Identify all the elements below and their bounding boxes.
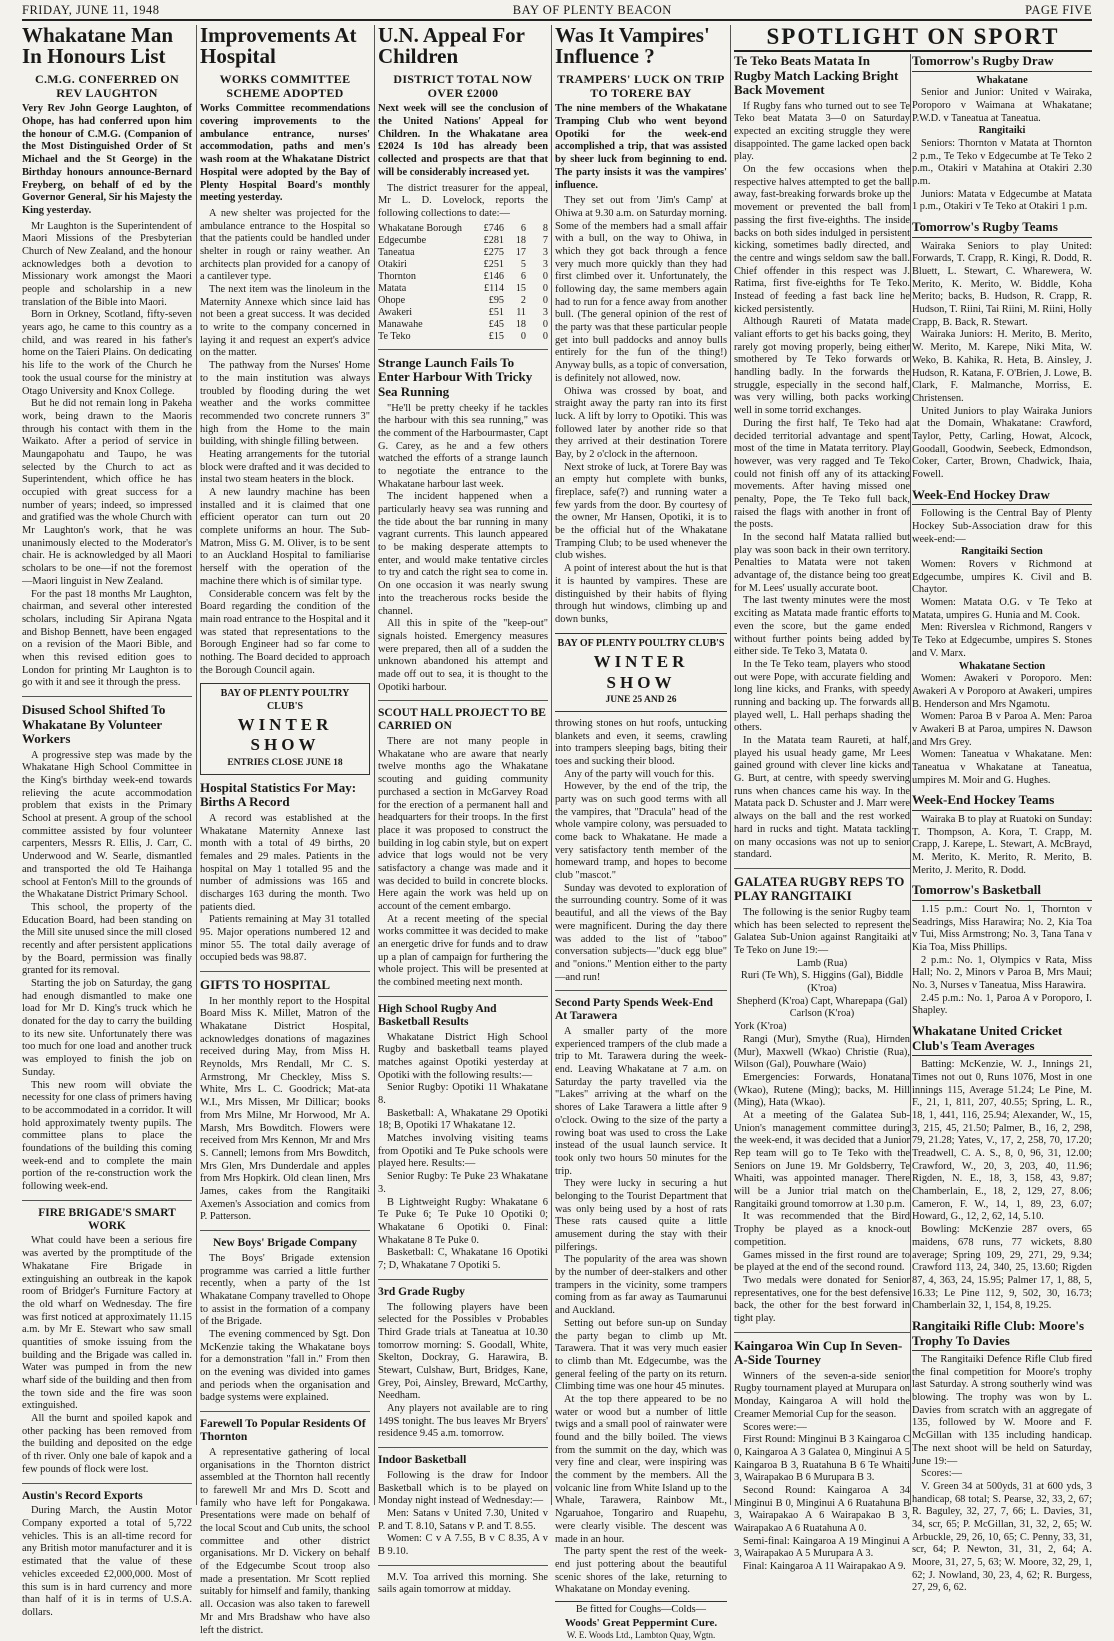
collection-place: Manawahe [378, 318, 423, 330]
paragraph: The incident happened when a particularly heavy sea was running and the tide about the bar running in many vagrant currents. This launch appeared to be making desperate attempts to enter, and would make tentative circles to try and catch the right sea to come in. On one occasion it was nearly swung into the treacherous rocks beside the channel. [378, 491, 548, 617]
issue-date: FRIDAY, JUNE 11, 1948 [22, 3, 160, 17]
column-1 [22, 23, 192, 1618]
paragraph: Games missed in the first round are to be played at the end of the second round. [734, 1249, 910, 1274]
collection-amount: 17 [515, 246, 526, 258]
paragraph: The Boys' Brigade extension programme was carried a little further recently, when a party of the 1st Whakatane Company travelled to Ohope to assist in the formation of a company of the Brigade. [200, 1252, 370, 1328]
paragraph: Batting: McKenzie, W. J., Innings 21, Times not out 0, Runs 1076, Most in one innings 115, Average 51.24; Le Pine, M. F., 21, 1, 811, 207, 40.55; Spring, L. R., 18, 1, 441, 116, 25.94; Alexander, W., 15, 3, 215, 45, 21.50; Palmer, B., 16, 2, 298, 79, 21.28; Yates, V., 17, 2, 258, 70, 17.20; Treadwell, C. A. S., 8, 0, 96, 31, 12.00; Crawford, W., 20, 3, 203, 40, 11.96; Rigden, N. E., 18, 3, 158, 43, 9.87; Chamberlain, E., 18, 2, 129, 27, 8.06; Cameron, F. W., 14, 1, 89, 23, 6.07; Howard, G., 12, 2, 62, 14, 5.10. [912, 1059, 1092, 1223]
paragraph: Born in Orkney, Scotland, fifty-seven years ago, he came to this country as a child, and was reared in his father's home on the Taieri Plains. On dedicating his life to the work of the Church he took the usual course for the ministry at Otago University and Knox College. [22, 309, 192, 397]
paragraph: United Juniors to play Wairaka Juniors at the Domain, Whakatane: Crawford, Taylor, Petty, Carling, Howat, Alcock, Goodall, Goodwin, Seebeck, Edmondson, Coker, Carter, Brown, Chadwick, Ihaia, Fowell. [912, 405, 1092, 481]
headline: Whakatane Man In Honours List [22, 23, 174, 69]
paragraph: Senior Rugby: Opotiki 11 Whakatane 8. [378, 1082, 548, 1107]
headline: New Boys' Brigade Company [212, 1237, 358, 1250]
paragraph: V. Green 34 at 500yds, 31 at 600 yds, 3 handicap, 68 total; S. Pearse, 32, 33, 2, 67; R. Baguley, 32, 27, 7, 66; L. Davies, 31, 34, scr, 65; P. McGillan, 31, 32, 2, 65; W. Arbuckle, 29, 26, 10, 65; C. Penny, 33, 31, scr, 64; P. Newton, 31, 31, 2, 64; A. Moore, 31, 27, 5, 63; W. Moore, 32, 29, 1, 62; J. Nowland, 30, 23, 4, 62; R. Burgess, 27, 29, 6, 62. [912, 1480, 1092, 1594]
ad-line: BAY OF PLENTY POULTRY CLUB'S [557, 637, 725, 649]
paragraph: For the past 18 months Mr Laughton, chairman, and several other interested scholars, including Sir Apirana Ngata and Bishop Bennett, have been engaged on a revision of the Maori Bible, and when this revised edition goes to London for printing Mr Laughton is to go with it and see it through the press. [22, 588, 192, 689]
headline: Disused School Shifted To Whakatane By Volunteer Workers [22, 702, 166, 747]
ad-line: BAY OF PLENTY POULTRY CLUB'S [220, 688, 350, 712]
section-label: Rangitaiki [978, 125, 1026, 137]
poultry-show-ad [200, 683, 370, 774]
paragraph: 2 p.m.: No. 1, Olympics v Rata, Miss Hall; No. 2, Minors v Paroa B, Mrs Maui; No. 3, Nurses v Taneatua, Miss Harawira. [912, 954, 1092, 992]
collection-amount: £146 [483, 270, 504, 282]
paragraph: The Rangitaiki Defence Rifle Club fired the final competition for Moore's trophy last Saturday. A strong southerly wind was blowing. The trophy was won by L. Davies from scratch with an aggregate of 135, followed by W. Moore and F. McGillan with 135 including handicap. The next shoot will be held on Saturday, June 19:— [912, 1354, 1092, 1467]
divider [22, 696, 192, 697]
collection-amount: 6 [520, 270, 526, 282]
paragraph: All this in spite of the "keep-out" signals hoisted. Emergency measures were prepared, then all of a sudden the unknown abandoned his attempt and made off out to sea, it is thought to the Opotiki harbour. [378, 618, 548, 693]
collection-row [378, 307, 548, 319]
paragraph: It was recommended that the Bird Trophy be played as a knock-out competition. [734, 1211, 910, 1248]
paragraph: Men: Riverslea v Richmond, Rangers v Te Teko at Edgecumbe, umpires S. Stones and V. Marx. [912, 622, 1092, 659]
headline: 3rd Grade Rugby [378, 1285, 465, 1298]
paragraph: Final: Kaingaroa A 11 Wairapakao A 9. [743, 1561, 906, 1573]
collection-amount: £45 [488, 318, 504, 330]
paragraph: Senior Rugby: Te Puke 23 Whakatane 3. [378, 1171, 548, 1195]
collection-amount: 0 [542, 282, 548, 294]
collection-row [378, 319, 548, 331]
paragraph: Ohiwa was crossed by boat, and straight away the party ran into its first luck. A lift by lorry to Opotiki. This was followed later by another ride so that they arrived at their destination Torere Bay, by 2 o'clock in the afternoon. [555, 385, 727, 460]
paragraph: First Round: Minginui B 3 Kaingaroa C 0, Kaingaroa A 3 Galatea 0, Minginui A 5 Kaingaroa B 3, Ruatahuna B 6 Te Whaiti 3, Wairapakao B 6 Murupara B 3. [734, 1434, 910, 1484]
paragraph: The following players have been selected for the Possibles v Probables Third Grade trials at Taneatua at 10.30 tomorrow morning: S. Goodall, White, Skelton, Dockray, G. Harawira, B. Stewart, Culshaw, Burt, Bridges, Kane, Grey, Poi, Ainsley, Breward, McCarthy, Needham. [378, 1301, 548, 1402]
headline: Rangitaiki Rifle Club: Moore's Trophy To Davies [912, 1319, 1092, 1351]
divider [378, 700, 548, 701]
collection-amount: 0 [520, 330, 526, 342]
collection-place: Taneatua [378, 246, 415, 258]
peppermint-cure-ad [555, 1601, 727, 1641]
collection-amount: £281 [483, 234, 504, 246]
team-line: Shepherd (K'roa) Capt, Wharepapa (Gal) [736, 995, 908, 1007]
collection-amount: £114 [484, 282, 504, 294]
collection-row [378, 295, 548, 307]
column-6 [912, 53, 1092, 1594]
collection-amount: £746 [483, 222, 504, 234]
headline: U.N. Appeal For Children [378, 23, 525, 69]
team-line: Carlson (K'roa) [789, 1008, 855, 1020]
paragraph: A point of interest about the hut is that it is haunted by vampires. These are distinguished by their habits of flying through hut windows, climbing up and down bunks, [555, 563, 727, 625]
paragraph: M.V. Toa arrived this morning. She sails again tomorrow at midday. [378, 1571, 548, 1596]
paragraph: Whakatane District High School Rugby and basketball teams played matches against Opotiki yesterday at Opotiki with the following results:— [378, 1031, 548, 1081]
headline: Indoor Basketball [378, 1454, 467, 1467]
subheadline: WORKS COMMITTEE SCHEME ADOPTED [219, 71, 351, 100]
collection-place: Awakeri [378, 306, 413, 318]
collection-amount: 0 [542, 318, 548, 330]
paragraph: Basketball: A, Whakatane 29 Opotiki 18; B, Opotiki 17 Whakatane 12. [378, 1107, 548, 1132]
paragraph: Following is the Central Bay of Plenty Hockey Sub-Association draw for this week-end:— [912, 508, 1092, 545]
collection-amount: 11 [516, 306, 526, 318]
collection-amount: 7 [542, 234, 548, 246]
paragraph: Women: Rovers v Richmond at Edgecumbe, umpires K. Civil and B. Chaytor. [912, 559, 1092, 596]
team-line: Lamb (Rua) [796, 957, 848, 969]
collection-row [378, 235, 548, 247]
collection-amount: £15 [488, 330, 504, 342]
collection-amount: 8 [542, 222, 548, 234]
collection-row [378, 223, 548, 235]
paragraph: Patients remaining at May 31 totalled 95. Major operations numbered 12 and minor 55. The total daily average of occupied beds was 98.87. [200, 914, 370, 964]
divider [200, 971, 370, 972]
headline: Farewell To Popular Residents Of Thornton [200, 1418, 366, 1444]
paragraph: Basketball: C, Whakatane 16 Opotiki 7; D, Whakatane 7 Opotiki 5. [378, 1247, 548, 1271]
headline: Tomorrow's Rugby Draw [912, 54, 1092, 72]
paragraph: Emergencies: Forwards, Honatana (Wkao), Rutene (Ming); backs, M. Hill (Ming), Hata (Wkao). [734, 1071, 910, 1109]
paragraph: In the Matata team Raureti, at half, played his usual heady game, Mr Lees gained ground with clever line kicks and G. Burt, at centre, with speedy swerving runs when chances came his way. In the Matata pack D. Schuster and J. Marr were always on the ball and the rest worked hard in rucks and tight. Matata tackling on many occasions was not up to senior standard. [734, 735, 910, 861]
paragraph: In her monthly report to the Hospital Board Miss K. Millet, Matron of the Whakatane District Hospital, acknowledges donations of magazines received during May, from Miss H. Reynolds, Mrs Rendall, Mr C. S. Armstrong, Mr Checkley, Miss S. White, Mrs L. C. Goodrick; Mat-ata W.I., Mrs Missen, Mr Dillicar; books from Mrs Milne, Mr Horwood, Mr A. Marsh, Mrs Bowditch. Flowers were received from Mrs Kennon, Mr and Mrs S. Cannell; lemons from Mrs Bowditch, Mrs Glen, Mrs Dunderdale and apples from Mrs Hopkirk. Old clean linen, Mrs James, cakes from the Rangitaiki Axemen's Association and comics from P. Patterson. [200, 995, 370, 1223]
article-intro: Works Committee recommendations covering improvements to the ambulance entrance, nurses' accommodation, paths and men's wash room at the Whakatane District Hospital were adopted by the Bay of Plenty Hospital Board's monthly meeting yesterday. [200, 103, 370, 204]
paragraph: This school, the property of the Education Board, had been standing on the Mill site unused since the mill closed recently and after persistent applications by the Board, permission was finally granted for its removal. [22, 901, 192, 977]
team-line: Ruri (Te Wh), S. Higgins (Gal), Biddle (K'roa) [740, 970, 904, 995]
headline: Week-End Hockey Teams [912, 793, 1092, 811]
divider [555, 990, 727, 991]
paragraph: Winners of the seven-a-side senior Rugby tournament played at Murupara on Monday, Kaingaroa A will hold the Creamer Memorial Cup for the season. [734, 1370, 910, 1420]
paragraph: At a meeting of the Galatea Sub-Union's management committee during the week-end, it was decided that a Junior Rep team will go to Te Teko with the Seniors on June 19. Mr Goldsberry, Te Whaiti, was appointed manager. There will be a Junior trial match on the Rangitaiki ground tomorrow at 1.30 p.m. [734, 1109, 910, 1210]
headline: Hospital Statistics For May: Births A Record [200, 779, 357, 810]
headline: Strange Launch Fails To Enter Harbour With Tricky Sea Running [378, 354, 533, 399]
paragraph: At a recent meeting of the special works committee it was decided to make an energetic drive for funds and to draw up a plan of campaign for furthering the whole project. This will be presented at the combined meeting next month. [378, 913, 548, 989]
paragraph: Semi-final: Kaingaroa A 19 Minginui A 3, Wairapakao A 5 Murupara A 3. [734, 1535, 910, 1560]
subheadline: DISTRICT TOTAL NOW OVER £2000 [393, 71, 533, 100]
collection-amount: 0 [542, 330, 548, 342]
paragraph: What could have been a serious fire was averted by the promptitude of the Whakatane Fire Brigade in extinguishing an outbreak in the kapok room of Bridger's Furniture Factory at the old wharf on Wednesday. The fire was first noticed at approximately 11.15 a.m. by Mr E. Stewart who saw small quantities of smoke issuing from the building and the Brigade was called in. Water was pumped in from the new wharf side of the building and then from the town side and the fire was soon extinguished. [22, 1235, 192, 1412]
divider [378, 1447, 548, 1448]
paragraph: A new laundry machine has been installed and it is claimed that one efficient operator can turn out 20 complete uniforms an hour. The Sub-Matron, Miss G. M. Oliver, is to be sent to an Auckland Hospital to familiarise herself with the operation of the machine there which is of similar type. [200, 487, 370, 587]
paragraph: Bowling: McKenzie 287 overs, 65 maidens, 678 runs, 77 wickets, 8.80 average; Spring 109, 29, 271, 29, 9.34; Crawford 113, 24, 340, 25, 13.60; Rigden 87, 4, 363, 24, 15.95; Palmer 17, 1, 88, 5, 16.33; Le Pine 112, 9, 502, 30, 16.73; Chamberlain 32, 1, 154, 8, 19.25. [912, 1224, 1092, 1312]
collections-table [378, 223, 548, 343]
headline: Second Party Spends Week-End At Tarawera [555, 997, 713, 1023]
paragraph: Heating arrangements for the tutorial block were drafted and it was decided to instal two steam heaters in the block. [200, 448, 370, 486]
headline: Te Teko Beats Matata In Rugby Match Lacking Bright Back Movement [734, 53, 899, 98]
paragraph: Women: C v A 7.55, B v C 8.35, A v B 9.10. [378, 1533, 548, 1558]
column-rule [730, 25, 731, 1505]
divider [22, 1200, 192, 1201]
ad-line: Be fitted for Coughs—Colds— [575, 1603, 707, 1615]
paragraph: Considerable concern was felt by the Board regarding the condition of the main road entrance to the Hospital and it was stated that representations to the Borough Engineer had so far come to nothing. The Board decided to approach the Borough Council again. [200, 588, 370, 676]
paragraph: Wairaka Juniors: H. Merito, B. Merito, W. Merito, M. Karepe, Niki Mita, W. Weko, B. Kahika, R. Heta, B. Ainsley, J. Hudson, R. Katana, F. O'Brien, J. Lowe, B. Clark, F. Malmanche, Morriss, E. Christensen. [912, 329, 1092, 404]
collection-row [378, 331, 548, 343]
collection-place: Otakiri [378, 258, 407, 270]
collection-place: Thornton [378, 270, 416, 282]
column-rule [551, 25, 552, 1505]
paragraph: Scores:— [921, 1468, 962, 1480]
paragraph: All the burnt and spoiled kapok and other packing has been removed from the building and deposited on the edge of th river. Only one bale of kapok and a few pounds of flock were lost. [22, 1413, 192, 1475]
headline: Improvements At Hospital [200, 23, 357, 69]
sports-section-title: SPOTLIGHT ON SPORT [734, 24, 1092, 52]
collection-amount: 2 [520, 294, 526, 306]
collection-amount: 3 [542, 258, 548, 270]
paragraph: Seniors: Thornton v Matata at Thornton 2 p.m., Te Teko v Edgecumbe at Te Teko 2 p.m., Otakiri v Matahina at Otakiri 2.30 p.m. [912, 137, 1092, 188]
headline: Tomorrow's Rugby Teams [912, 220, 1092, 238]
ad-line: W. E. Woods Ltd., Lambton Quay, Wgtn. [566, 1630, 716, 1641]
divider [378, 1565, 548, 1566]
collection-amount: 15 [515, 282, 526, 294]
column-rule [196, 25, 197, 1505]
paragraph: Rangi (Mur), Smythe (Rua), Hirnden (Mur), Maxwell (Wkao) Christie (Rua), Wilson (Gal), Pouwhare (Waio) [734, 1033, 910, 1071]
paragraph: The pathway from the Nurses' Home to the main institution was always troubled by flooding during the wet weather and the works committee recommended two concrete runners 3" high from the Home to the main building, with shingle filling between. [200, 360, 370, 448]
headline: High School Rugby And Basketball Results [378, 1002, 497, 1028]
paragraph: The last twenty minutes were the most exciting as Matata made frantic efforts to even the score, but the game ended without further points being added by either side. Te Teko 3, Matata 0. [734, 595, 910, 658]
paragraph: The party spent the rest of the week-end just pottering about the beautiful scenic shores of the lake, returning to Whakatane on Monday evening. [555, 1546, 727, 1596]
collection-row [378, 283, 548, 295]
paragraph: A progressive step was made by the Whakatane High School Committee in the King's birthday week-end towards relieving the acute accommodation problem that exists in the Primary School at present. A group of the school committee assisted by four volunteer carpenters, Messrs R. Ellis, J. Carr, C. Underwood and W. Searle, dismantled and transported the old Te Haihanga school at Fenton's Mill to the grounds of the Whakatane District Primary School. [22, 749, 192, 901]
paragraph: On the few occasions when the respective halves attempted to get the ball away, fast-breaking forwards broke up the movement or prevented the ball from passing the first five-eighths. The inside backs on both sides indulged in persistent kicking, sometimes badly directed, and the centre and wings seldom saw the ball. Chief offender in this respect was J. Ratima, first five-eighths for Te Teko. Instead of feeding a fast back line he kicked persistently. [734, 164, 910, 315]
divider [200, 1230, 370, 1231]
paragraph: During March, the Austin Motor Company exported a total of 5,722 vehicles. This is an all-time record for any British motor manufacturer and it is estimated that the value of these vehicles exceeded £2,000,000. Most of this sum is in hard currency and more than half of it is in terms of U.S.A. dollars. [22, 1505, 192, 1618]
collection-place: Edgecumbe [378, 234, 427, 246]
paragraph: A smaller party of the more experienced trampers of the club made a trip to Mt. Tarawera during the week-end. Leaving Whakatane at 7 a.m. on Saturday the party travelled via the "Lakes" arriving at the wharf on the shores of Lake Tarawera a little after 9 o'clock. Owing to the size of the party a rowing boat was used to cross the Lake instead of the usual launch service. It took only two hours 50 minutes for the trip. [555, 1026, 727, 1177]
collection-amount: 18 [515, 234, 526, 246]
ad-title: Woods' Great Peppermint Cure. [564, 1616, 718, 1629]
headline: Was It Vampires' Influence ? [555, 23, 710, 69]
collection-row [378, 271, 548, 283]
masthead [22, 3, 1092, 21]
subheadline: C.M.G. CONFERRED ON REV LAUGHTON [34, 71, 180, 100]
ad-title: WINTER SHOW [237, 714, 333, 755]
paragraph: Matches involving visiting teams from Opotiki and Te Puke schools were played here. Results:— [378, 1133, 548, 1170]
paragraph: 1.15 p.m.: Court No. 1, Thornton v Seadrings, Miss Harawira; No. 2, Kia Toa v Tui, Miss Armstrong; No. 3, Tana Tana v Kia Toa, Miss Phillips. [912, 903, 1092, 953]
paragraph: In the Te Teko team, players who stood out were Pope, with accurate fielding and long line kicks, and Franks, with speedy running and backing up. The forwards all played well, L. Hall perhaps shading the others. [734, 658, 910, 734]
paragraph: Any of the party will vouch for this. [564, 768, 715, 780]
collection-amount: £251 [483, 258, 504, 270]
collection-amount: 0 [542, 294, 548, 306]
divider [734, 868, 910, 869]
article-intro: The nine members of the Whakatane Tramping Club who went beyond Opotiki for the week-end accomplished a trip, that was assisted by sheer luck from beginning to end. The party insists it was the vampires' influence. [555, 103, 727, 191]
column-2 [200, 23, 370, 1636]
paragraph: The following is the senior Rugby team which has been selected to represent the Galatea Sub-Union against Rangitaiki at Te Teko on June 19:— [734, 906, 910, 957]
paragraph: Women: Paroa B v Paroa A. Men: Paroa v Awakeri B at Paroa, umpires N. Dawson and Mrs Grey. [912, 711, 1092, 748]
collection-row [378, 247, 548, 259]
headline: Kaingaroa Win Cup In Seven-A-Side Tourney [734, 1337, 903, 1368]
headline: Tomorrow's Basketball [912, 883, 1092, 901]
divider [200, 1411, 370, 1412]
paragraph: Sunday was devoted to exploration of the surrounding country. Some of it was beautiful, and all the views of the Bay were magnificent. During the day there was added to the list of "taboo" conversation subjects—"duck egg blue" and "onions." Mention either to the party—and run! [555, 882, 727, 983]
collection-row [378, 259, 548, 271]
collection-amount: 6 [520, 222, 526, 234]
column-rule [910, 54, 911, 1505]
article-intro: Very Rev John George Laughton, of Ohope, has had conferred upon him the honour of C.M.G. (Companion of the Most Distinguished Order of St Michael and the St George) in the Birthday honours announce-Bernard Freyberg, on behalf of ed by the Governor General, Sir his Majesty the King yesterday. [22, 103, 192, 216]
paragraph: Although Raureti of Matata made valiant efforts to get his backs going, they rarely got moving properly, being either smothered by Te Teko forwards or handling badly. In the forwards the struggle, especially in the second half, was very willing, both packs working well in some torrid exchanges. [734, 316, 910, 417]
headline: GALATEA RUGBY REPS TO PLAY RANGITAIKI [734, 873, 905, 904]
headline: Whakatane United Cricket Club's Team Averages [912, 1024, 1092, 1056]
paper-name: BAY OF PLENTY BEACON [512, 3, 672, 17]
paragraph: If Rugby fans who turned out to see Te Teko beat Matata 3—0 on Saturday expected an exciting struggle they were disappointed. The game lacked open back play. [734, 100, 910, 163]
headline: Austin's Record Exports [22, 1489, 143, 1502]
collection-amount: £51 [488, 306, 504, 318]
paragraph: Following is the draw for Indoor Basketball which is to be played on Monday night instead of Wednesday:— [378, 1469, 548, 1507]
paragraph: Men: Satans v United 7.30, United v P. and T. 8.10, Satans v P. and T. 8.55. [378, 1508, 548, 1532]
poultry-show-ad [555, 633, 727, 712]
paragraph: The evening commenced by Sgt. Don McKenzie taking the Whakatane boys for a demonstration "fall in." From then on the evening was divided into games and periods when the organisation and badge systems were explained. [200, 1329, 370, 1404]
collection-amount: £275 [483, 246, 504, 258]
column-3 [378, 23, 548, 1596]
paragraph: throwing stones on hut roofs, untucking blankets and even, it seems, crawling into trampers sleeping bags, biting their toes and sucking their blood. [555, 717, 727, 767]
collection-amount: 0 [542, 270, 548, 282]
paragraph: The next item was the linoleum in the Maternity Annexe which since laid has not been a great success. It was decided to write to the company concerned in laying it and request an expert's advice on the matter. [200, 284, 370, 359]
paragraph: 2.45 p.m.: No. 1, Paroa A v Poroporo, I. Shapley. [912, 992, 1092, 1017]
paragraph: During the first half, Te Teko had a decided territorial advantage and spent most of the time in Matata territory. Play however, was very ragged and Te Teko could not finish off any of its attacking movements. After having missed one penalty, Pope, the Te Teko full back, raised the flags with another in front of the posts. [734, 417, 910, 531]
collection-amount: 3 [542, 306, 548, 318]
paragraph: Next stroke of luck, at Torere Bay was an empty hut complete with bunks, fireplace, safe(?) and running water a few yards from the door. By courtesy of the owner, Mr Hansen, Opotiki, it is to be the official hut of the Whakatane Tramping Club; to be used whenever the club wishes. [555, 461, 727, 562]
divider [378, 996, 548, 997]
team-line: York (K'roa) [734, 1021, 787, 1033]
paragraph: The district treasurer for the appeal, Mr L. D. Lovelock, reports the following collections to date:— [378, 182, 548, 219]
page-number: PAGE FIVE [1025, 3, 1092, 17]
headline: Week-End Hockey Draw [912, 488, 1092, 506]
paragraph: Setting out before sun-up on Sunday the party began to climb up Mt. Tarawera. That it was very much easier to climb than Mt. Edgecumbe, was the general feeling of the party on its return. Climbing time was one hour 45 minutes. [555, 1317, 727, 1393]
column-4 [555, 23, 727, 1641]
paragraph: Women: Taneatua v Whakatane. Men: Taneatua v Whakatane at Taneatua, umpires M. Moir and G. Hughes. [912, 749, 1092, 786]
paragraph: A representative gathering of local organisations in the Thornton district assembled at the Thornton hall recently to farewell Mr and Mrs D. Scott and family who have left for Pongakawa. Presentations were made on behalf of the local Scout and Cub units, the school committee and other district organisations. Mr D. Vickery on behalf of the Edgecumbe Scout troop also made a presentation. Mr Scott replied suitably for himself and family, thanking all. Occasion was also taken to farewell Mr and Mrs Bradshaw who have also left the district. [200, 1446, 370, 1636]
headline: GIFTS TO HOSPITAL [200, 977, 331, 993]
paragraph: They set out from 'Jim's Camp' at Ohiwa at 9.30 a.m. on Saturday morning. Some of the members had a small affair with a bull, on the way to Ohiwa, in which they got back through a fence very much more quickly than they had first climbed over it. Unfortunately, the following day, the same members again had to run for a fence away from another bull. (The general opinion of the rest of the party was that these particular people get into bull paddocks and annoy bulls entirely for the fun of the thing!) Anyway bulls, as a topic of conversation, is definitely not allowed, now. [555, 195, 727, 384]
paragraph: Starting the job on Saturday, the gang had enough dismantled to make one load for Mr D. King's truck which he donated for the day to carry the building to its new site. Unfortunately there was too much for one load and another truck was employed to finish the job on Sunday. [22, 978, 192, 1078]
paragraph: A record was established at the Whakatane Maternity Annexe last month with a total of 49 births, 20 females and 29 males. Patients in the hospital on May 1 totalled 95 and the number of admissions was 165 and discharges 163 during the month. Two patients died. [200, 812, 370, 913]
article-intro: Next week will see the conclusion of the United Nations' Appeal for Children. In the Whakatane area £2024 Is 10d has already been collected and prospects are that that will be considerably increased yet. [378, 103, 548, 178]
section-label: Whakatane [976, 74, 1028, 86]
paragraph: But he did not remain long in Pakeha work, being drawn to the Maoris through his contact with them in the Waikato. After a period of service in Maungapohatu and Taupo, he was selected by the Church to act as Superintendent, which office he has occupied with great success for a number of years; indeed, so impressed and gratified was the whole Church with Mr Laughton's work, that he was unanimously elected to the Moderator's chair. He is acknowledged by all Maori scholars to be one—if not the foremost—Maori linguist in New Zealand. [22, 398, 192, 587]
paragraph: The popularity of the area was shown by the number of deer-stalkers and other trampers in the vicinity, some trampers coming from as far away as Taumarunui and Auckland. [555, 1254, 727, 1317]
paragraph: A new shelter was projected for the ambulance entrance to the Hospital so that the patients could be handled under shelter in rough or rainy weather. An architects plan provided for a canopy of a cantilever type. [200, 207, 370, 283]
ad-line: JUNE 25 AND 26 [605, 695, 677, 706]
collection-place: Whakatane Borough [378, 222, 463, 234]
paragraph: They were lucky in securing a hut belonging to the Tourist Department that was only being used by a host of rats These rats caused quite a little amusement during the stay with their pilferings. [555, 1178, 727, 1253]
paragraph: Juniors: Matata v Edgecumbe at Matata 1 p.m., Otakiri v Te Teko at Otakiri 1 p.m. [912, 188, 1092, 213]
paragraph: However, by the end of the trip, the party was on such good terms with all the vampires, that "Dracula" head of the whole vampire colony, was persuaded to come back to Whakatane. He made a very satisfactory tenth member of the homeward tramp, and hopes to become club "mascot." [555, 781, 727, 882]
headline: FIRE BRIGADE'S SMART WORK [38, 1206, 176, 1232]
paragraph: In the second half Matata rallied but play was soon back in their own territory. Penalties to Matata were not taken advantage of, the distance being too great for M. Lees' usually accurate boot. [734, 532, 910, 594]
paragraph: Women: Awakeri v Poroporo. Men: Awakeri A v Poroporo at Awakeri, umpires B. Henderson and Mrs Ngamotu. [912, 673, 1092, 710]
paragraph: Scores were:— [743, 1421, 807, 1433]
divider [378, 349, 548, 350]
headline: SCOUT HALL PROJECT TO BE CARRIED ON [378, 707, 546, 733]
paragraph: Second Round: Kaingaroa A 34 Minginui B 0, Minginui A 6 Ruatahuna B 3, Wairapakao A 6 Wairapakao B 3, Wairapakao A 6 Ruatahuna A 0. [734, 1484, 910, 1535]
paragraph: At the top there appeared to be no water or wood but a number of little twigs and a small pool of rainwater were found and the billy boiled. The views from the summit on the day, which was very fine and clear, were inspiring was the comment by the members. All the volcanic line from White Island up to the Whale, Tarawera, Rainbow Mt., Ngaruahoe, Tongariro and Ruapehu, were clearly visible. The descent was made in an hour. [555, 1393, 727, 1545]
paragraph: There are not many people in Whakatane who are aware that nearly twelve months ago the Whakatane scouting and guiding community purchased a section in McGarvey Road for the erection of a permanent hall and headquarters for their troops. In the first place it was proposed to construct the building in log cabin style, but on expert advice that logs would not be very satisfactory a change was made and it was decided to build in concrete blocks. Here again the work was held up on account of the cement embargo. [378, 736, 548, 913]
collection-amount: 18 [515, 318, 526, 330]
column-5 [734, 53, 910, 1573]
paragraph: Wairaka Seniors to play United: Forwards, T. Crapp, R. Kingi, R. Dodd, R. Bluett, L. Stewart, C. Wharewera, W. Merito, K. Merito, W. Biddle, Koha Merito; backs, B. Hudson, R. Crapp, R. Hudson, T. Riini, Tai Riini, M. Riini, Holly Crapp, B. Back, R. Stewart. [912, 240, 1092, 328]
collection-place: Te Teko [378, 330, 411, 342]
collection-amount: £95 [488, 294, 504, 306]
ad-line: ENTRIES CLOSE JUNE 18 [227, 758, 343, 769]
paragraph: Any players not available are to ring 149S tonight. The bus leaves Mr Bryers' residence 9.45 a.m. tomorrow. [378, 1403, 548, 1440]
paragraph: Women: Matata O.G. v Te Teko at Matata, umpires G. Hunia and M. Cook. [912, 597, 1092, 621]
collection-amount: 3 [542, 246, 548, 258]
section-label: Whakatane Section [958, 660, 1046, 672]
divider [378, 1279, 548, 1280]
ad-title: WINTER SHOW [593, 651, 689, 692]
collection-place: Ohope [378, 294, 406, 306]
divider [734, 1332, 910, 1333]
paragraph: This new room will obviate the necessity for one class of primers having to be accommodated in a corridor. It will hold approximately twenty pupils. The committee plans to place the foundations of the building this coming week-end and to complete the main portion of the re-construction work the following week-end. [22, 1079, 192, 1193]
collection-place: Matata [378, 282, 407, 294]
subheadline: TRAMPERS' LUCK ON TRIP TO TORERE BAY [557, 71, 725, 100]
paragraph: Two medals were donated for Senior representatives, one for the best defensive back, the other for the best forward in tight play. [734, 1274, 910, 1324]
paragraph: Wairaka B to play at Ruatoki on Sunday: T. Thompson, A. Kora, T. Crapp, M. Crapp, J. Karepe, L. Stewart, A. McBrayd, M. Merito, K. Merito, R. Merito, B. Merito, J. Merito, R. Dodd. [912, 813, 1092, 876]
paragraph: B Lightweight Rugby: Whakatane 6 Te Puke 6; Te Puke 10 Opotiki 0; Whakatane 6 Opotiki 0. Final: Whakatane 8 Te Puke 0. [378, 1196, 548, 1246]
paragraph: "He'll be pretty cheeky if he tackles the harbour with this sea running," was the comment of the Harbourmaster, Capt G. Carey, as he and a few others watched the efforts of a strange launch to negotiate the entrance to the Whakatane harbour last week. [378, 402, 548, 490]
paragraph: Mr Laughton is the Superintendent of Maori Missions of the Presbyterian Church of New Zealand, and the honour acknowledges both a devotion to Missionary work amongst the Maori people and scholarship in a new translation of the Bible into Maori. [22, 220, 192, 308]
collection-amount: 5 [520, 258, 526, 270]
divider [22, 1483, 192, 1484]
section-label: Rangitaiki Section [961, 546, 1043, 558]
column-rule [374, 25, 375, 1505]
paragraph: Senior and Junior: United v Wairaka, Poroporo v Waimana at Whakatane; P.W.D. v Taneatua at Taneatua. [912, 87, 1092, 124]
